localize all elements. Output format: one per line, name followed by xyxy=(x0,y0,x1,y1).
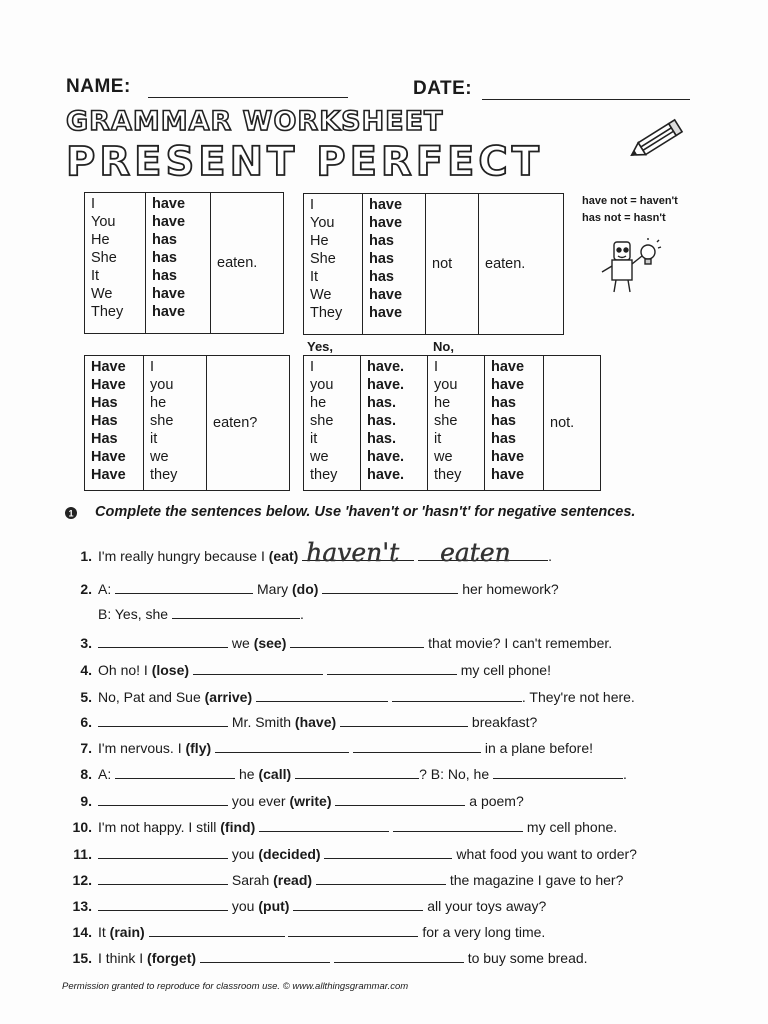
sentence-14 xyxy=(68,921,545,941)
pronoun: he xyxy=(150,395,167,411)
aux: Has xyxy=(91,395,118,411)
text: we xyxy=(228,635,254,651)
text: B: Yes, she xyxy=(98,606,172,622)
aux: have. xyxy=(367,467,405,483)
pronoun: He xyxy=(310,233,329,249)
aux: have xyxy=(152,304,186,320)
aux: have xyxy=(369,287,403,303)
aux: Has xyxy=(91,431,118,447)
answer-blank[interactable] xyxy=(215,737,349,753)
sentence-12 xyxy=(68,869,623,889)
name-field[interactable] xyxy=(148,79,348,98)
handwritten-answer: eaten xyxy=(440,538,511,567)
answer-blank[interactable] xyxy=(295,763,419,779)
text: all your toys away? xyxy=(423,898,547,914)
pronoun: we xyxy=(310,449,329,465)
text: my cell phone. xyxy=(523,819,618,835)
answer-blank[interactable] xyxy=(115,578,253,594)
text: No, Pat and Sue xyxy=(98,689,205,705)
pronoun: they xyxy=(150,467,178,483)
pronoun: I xyxy=(310,359,315,375)
svg-text:1: 1 xyxy=(68,508,74,519)
answer-blank[interactable] xyxy=(98,632,228,648)
numbered-bullet-icon xyxy=(64,506,78,520)
pronoun: he xyxy=(434,395,451,411)
aux: has xyxy=(369,269,394,285)
aux: has. xyxy=(367,413,397,429)
pronoun: I xyxy=(310,197,315,213)
sentence-number: 3. xyxy=(80,635,92,651)
worksheet-title: GRAMMAR WORKSHEET xyxy=(66,106,444,137)
sentence-4 xyxy=(68,659,551,679)
date-field[interactable] xyxy=(482,81,690,100)
aux: have. xyxy=(367,359,405,375)
pronoun: they xyxy=(310,467,338,483)
verb-hint: (write) xyxy=(289,793,332,809)
sentence-number: 13. xyxy=(72,898,92,914)
sentence-2 xyxy=(68,578,559,598)
text: her homework? xyxy=(458,581,559,597)
handwritten-answer: haven't xyxy=(306,538,400,567)
aux: has xyxy=(491,395,516,411)
aux: has xyxy=(152,268,177,284)
answer-blank[interactable] xyxy=(98,869,228,885)
aux: have xyxy=(152,196,186,212)
pronoun: they xyxy=(434,467,462,483)
note-has-not: has not = hasn't xyxy=(582,212,666,224)
verb-hint: (fly) xyxy=(185,740,212,756)
sentence-number: 4. xyxy=(80,662,92,678)
sentence-number: 2. xyxy=(80,581,92,597)
sentence-number: 8. xyxy=(80,766,92,782)
aux: Have xyxy=(91,359,126,375)
answer-blank[interactable] xyxy=(353,737,481,753)
text: the magazine I gave to her? xyxy=(445,872,624,888)
aux: Have xyxy=(91,467,126,483)
sentence-2b xyxy=(98,603,304,623)
question-table xyxy=(84,355,290,491)
verb-hint: (lose) xyxy=(151,662,190,678)
sentence-11 xyxy=(68,843,637,863)
verb-hint: (decided) xyxy=(258,846,321,862)
sentence-number: 10. xyxy=(72,819,92,835)
text: . xyxy=(299,606,304,622)
text: A: xyxy=(98,766,116,782)
sentence-15 xyxy=(68,947,588,967)
answer-blank[interactable] xyxy=(335,790,465,806)
text: I think I xyxy=(98,950,148,966)
text: Mr. Smith xyxy=(228,714,295,730)
pronoun: It xyxy=(310,269,319,285)
answer-blank[interactable] xyxy=(288,921,418,937)
answer-blank[interactable] xyxy=(293,895,423,911)
text: he xyxy=(235,766,259,782)
not-cell: not xyxy=(426,194,479,335)
pronoun: we xyxy=(150,449,169,465)
answer-blank[interactable] xyxy=(290,632,424,648)
no-pronoun-column xyxy=(428,356,485,491)
pencil-icon xyxy=(624,118,688,164)
aux: have xyxy=(152,286,186,302)
yes-aux-column xyxy=(361,356,428,491)
aux: Have xyxy=(91,377,126,393)
text: you xyxy=(228,898,259,914)
text: A: xyxy=(98,581,116,597)
answer-blank[interactable] xyxy=(340,711,468,727)
text: that movie? I can't remember. xyxy=(424,635,613,651)
answer-blank[interactable] xyxy=(98,895,228,911)
text: ? B: No, he xyxy=(419,766,493,782)
text: I'm really hungry because I xyxy=(98,548,269,564)
aux: has xyxy=(152,232,177,248)
answer-blank[interactable] xyxy=(256,686,388,702)
aux: has xyxy=(491,413,516,429)
answer-blank[interactable] xyxy=(98,843,228,859)
verb-hint: (eat) xyxy=(268,548,299,564)
aux: has xyxy=(152,250,177,266)
pronoun: I xyxy=(434,359,439,375)
aux-column xyxy=(85,356,144,491)
answer-blank[interactable] xyxy=(172,603,300,619)
lightbulb-character-icon xyxy=(598,238,662,296)
sentence-number: 7. xyxy=(80,740,92,756)
answer-blank[interactable] xyxy=(322,578,458,594)
verb-hint: (have) xyxy=(294,714,337,730)
pronoun: you xyxy=(310,377,334,393)
text: breakfast? xyxy=(468,714,538,730)
negative-table xyxy=(303,193,564,335)
verb-hint: (find) xyxy=(220,819,256,835)
not-cell: not. xyxy=(544,356,601,491)
text: you xyxy=(228,846,259,862)
yes-pronoun-column xyxy=(304,356,361,491)
text: Sarah xyxy=(228,872,274,888)
pronoun: she xyxy=(310,413,334,429)
sentence-number: 14. xyxy=(72,924,92,940)
no-aux-column xyxy=(485,356,544,491)
text: . xyxy=(623,766,627,782)
verb-hint: (rain) xyxy=(109,924,145,940)
answer-blank[interactable] xyxy=(98,790,228,806)
pronoun: I xyxy=(91,196,96,212)
sentence-9 xyxy=(68,790,524,810)
name-label: NAME: xyxy=(66,76,131,97)
answer-blank[interactable] xyxy=(98,711,228,727)
text: for a very long time. xyxy=(418,924,546,940)
sentence-8 xyxy=(68,763,627,783)
aux: Have xyxy=(91,449,126,465)
aux: have xyxy=(491,377,525,393)
text: you ever xyxy=(228,793,290,809)
pronoun: You xyxy=(310,215,335,231)
pronoun-column xyxy=(304,194,363,335)
verb-cell: eaten. xyxy=(211,193,284,334)
aux-column xyxy=(363,194,426,335)
answer-blank[interactable] xyxy=(149,921,285,937)
note-have-not: have not = haven't xyxy=(582,195,678,207)
pronoun: She xyxy=(310,251,336,267)
pronoun-column xyxy=(85,193,146,334)
answer-blank[interactable] xyxy=(324,843,452,859)
aux: have xyxy=(369,305,403,321)
text: I'm nervous. I xyxy=(98,740,186,756)
pronoun: we xyxy=(434,449,453,465)
pronoun: you xyxy=(434,377,458,393)
pronoun: you xyxy=(150,377,174,393)
date-label: DATE: xyxy=(413,78,473,99)
aux: has xyxy=(369,251,394,267)
text: my cell phone! xyxy=(456,662,551,678)
sentence-10 xyxy=(68,816,617,836)
verb-hint: (call) xyxy=(258,766,292,782)
aux: has. xyxy=(367,395,397,411)
answer-blank[interactable] xyxy=(316,869,446,885)
pronoun: They xyxy=(310,305,343,321)
affirmative-table xyxy=(84,192,284,334)
verb-hint: (do) xyxy=(292,581,319,597)
pronoun: It xyxy=(91,268,100,284)
footer-permission: Permission granted to reproduce for classroom use. © www.allthingsgrammar.com xyxy=(62,981,409,992)
text: what food you want to order? xyxy=(452,846,637,862)
no-label: No, xyxy=(433,339,454,354)
sentence-number: 1. xyxy=(80,548,92,564)
sentence-5 xyxy=(68,686,635,706)
text: in a plane before! xyxy=(480,740,594,756)
sentence-number: 5. xyxy=(80,689,92,705)
answer-blank[interactable] xyxy=(115,763,235,779)
answer-blank[interactable] xyxy=(302,538,414,567)
contraction-notes xyxy=(582,193,678,227)
aux: have xyxy=(491,359,525,375)
yes-label: Yes, xyxy=(307,339,334,354)
answer-blank[interactable] xyxy=(493,763,623,779)
pronoun: it xyxy=(310,431,318,447)
aux: have xyxy=(369,215,403,231)
instructions: Complete the sentences below. Use 'haven't or 'hasn't' for negative sentences. xyxy=(95,504,636,520)
sentence-number: 9. xyxy=(80,793,92,809)
pronoun: it xyxy=(434,431,442,447)
short-answer-table xyxy=(303,355,601,491)
pronoun: They xyxy=(91,304,124,320)
sentence-number: 6. xyxy=(80,714,92,730)
aux: have xyxy=(152,214,186,230)
aux: have xyxy=(491,449,525,465)
aux: have. xyxy=(367,377,405,393)
sentence-6 xyxy=(68,711,537,731)
text: . xyxy=(548,548,552,564)
pronoun-column xyxy=(144,356,207,491)
sentence-3 xyxy=(68,632,612,652)
text: Oh no! I xyxy=(98,662,152,678)
text: a poem? xyxy=(465,793,524,809)
pronoun: We xyxy=(91,286,113,302)
verb-hint: (see) xyxy=(253,635,287,651)
text: It xyxy=(98,924,110,940)
sentence-13 xyxy=(68,895,546,915)
verb-hint: (arrive) xyxy=(204,689,253,705)
pronoun: he xyxy=(310,395,327,411)
sentence-7 xyxy=(68,737,593,757)
pronoun: We xyxy=(310,287,332,303)
pronoun: she xyxy=(434,413,458,429)
verb-hint: (forget) xyxy=(147,950,197,966)
answer-blank[interactable] xyxy=(200,947,330,963)
sentence-1 xyxy=(68,538,552,567)
aux: Has xyxy=(91,413,118,429)
verb-cell: eaten? xyxy=(207,356,290,491)
text: I'm not happy. I still xyxy=(98,819,221,835)
sentence-number: 11. xyxy=(73,846,92,862)
aux: have xyxy=(369,197,403,213)
pronoun: She xyxy=(91,250,117,266)
aux: have xyxy=(491,467,525,483)
answer-blank[interactable] xyxy=(193,659,323,675)
answer-blank[interactable] xyxy=(392,686,522,702)
aux: has xyxy=(491,431,516,447)
pronoun: You xyxy=(91,214,116,230)
aux: has xyxy=(369,233,394,249)
worksheet-subtitle: PRESENT PERFECT xyxy=(66,139,543,185)
text: to buy some bread. xyxy=(463,950,588,966)
pronoun: He xyxy=(91,232,110,248)
answer-blank[interactable] xyxy=(334,947,464,963)
sentence-number: 12. xyxy=(72,872,92,888)
sentence-number: 15. xyxy=(72,950,92,966)
pronoun: she xyxy=(150,413,174,429)
pronoun: I xyxy=(150,359,155,375)
verb-hint: (read) xyxy=(273,872,313,888)
answer-blank[interactable] xyxy=(259,816,389,832)
verb-hint: (put) xyxy=(258,898,290,914)
pronoun: it xyxy=(150,431,158,447)
answer-blank[interactable] xyxy=(327,659,457,675)
aux: has. xyxy=(367,431,397,447)
text: Mary xyxy=(253,581,293,597)
answer-blank[interactable] xyxy=(418,538,548,567)
verb-cell: eaten. xyxy=(479,194,564,335)
aux: have. xyxy=(367,449,405,465)
aux-column xyxy=(146,193,211,334)
text: . They're not here. xyxy=(521,689,635,705)
answer-blank[interactable] xyxy=(393,816,523,832)
